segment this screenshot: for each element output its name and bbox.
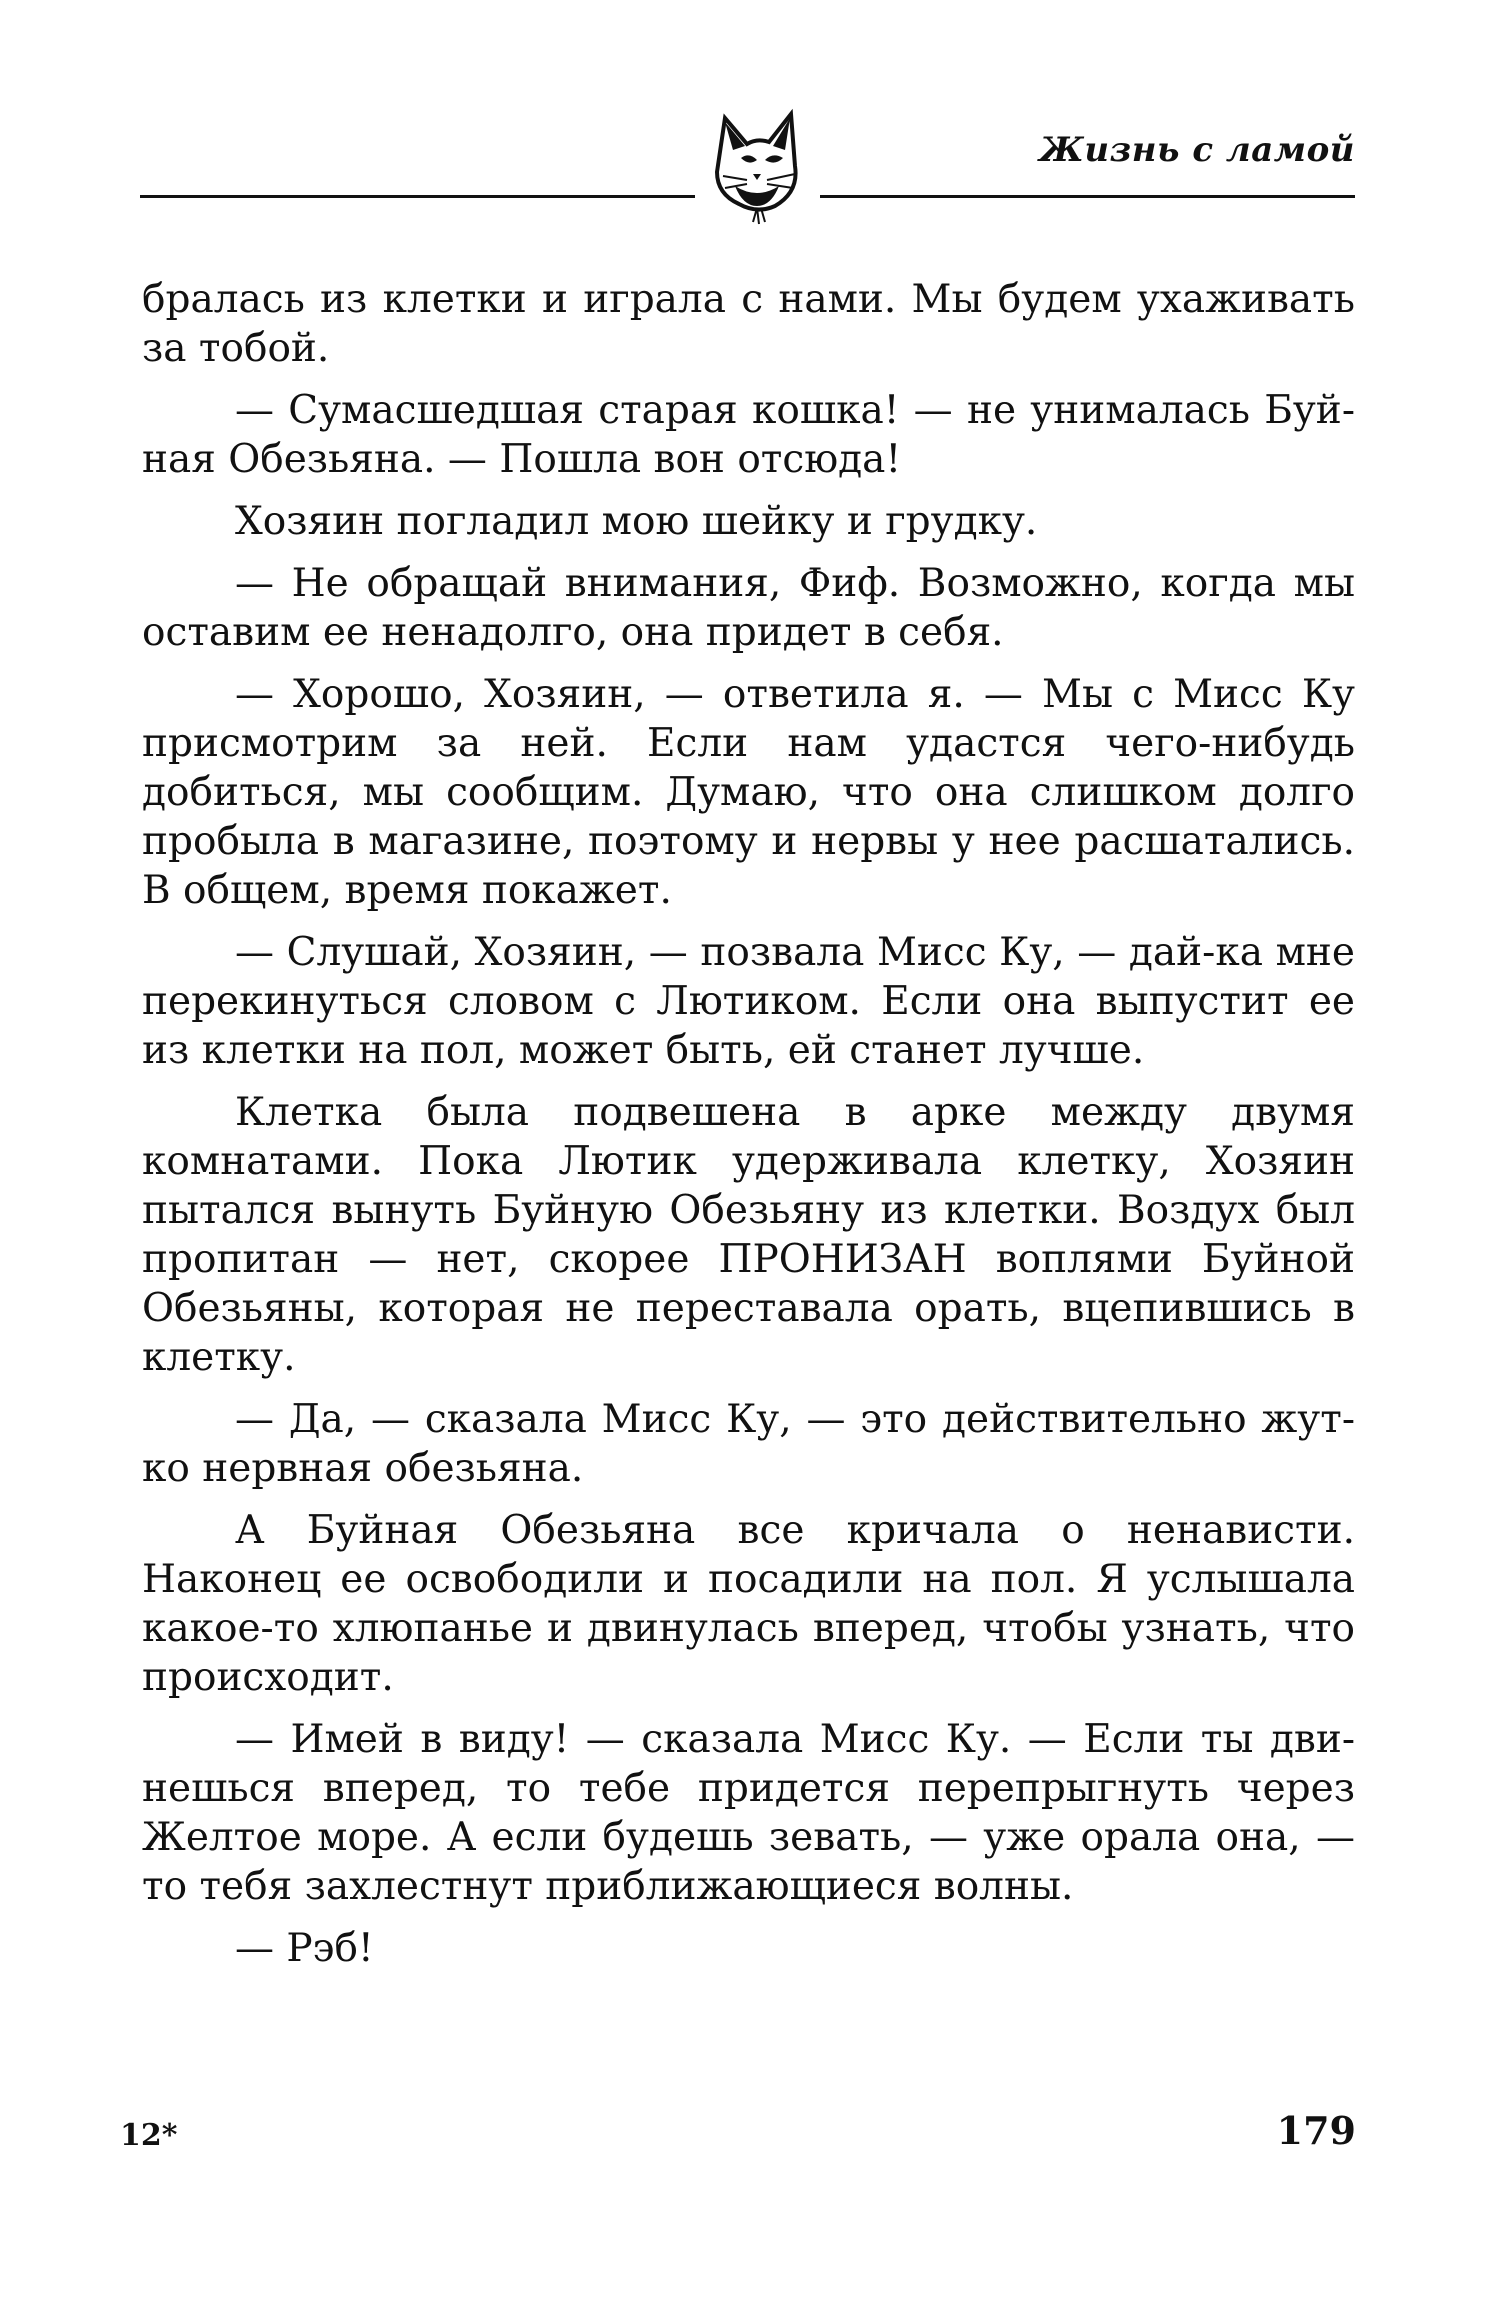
- paragraph: — Сумасшедшая старая кошка! — не унималась Буйная Обезьяна. — Пошла вон отсюда!: [142, 388, 1355, 482]
- signature-mark: 12*: [120, 2118, 178, 2153]
- running-header: [140, 100, 1355, 210]
- paragraph: — Слушай, Хозяин, — позвала Мисс Ку, — дай-ка мне перекинуться словом с Лютиком. Если она выпустит ее из клетки на пол, может быть, ей станет лучше.: [142, 930, 1355, 1073]
- header-rule-right: [820, 195, 1355, 198]
- page-number: 179: [1276, 2108, 1356, 2153]
- paragraph: — Рэб!: [235, 1926, 374, 1971]
- paragraph: — Да, — сказала Мисс Ку, — это действительно жутко нервная обезьяна.: [142, 1397, 1355, 1491]
- paragraph: — Не обращай внимания, Фиф. Возможно, когда мы оставим ее ненадолго, она придет в себя.: [142, 561, 1355, 655]
- main-text: [142, 275, 1355, 1986]
- cat-head-icon: [695, 100, 820, 225]
- paragraph: бралась из клетки и играла с нами. Мы будем ухаживать за тобой.: [142, 277, 1355, 371]
- running-title: Жизнь с ламой: [1039, 130, 1355, 170]
- paragraph: Клетка была подвешена в арке между двумя комнатами. Пока Лютик удерживала клетку, Хозяин пытался вынуть Буйную Обезьяну из клетки. Воздух был пропитан — нет, скорее ПРОНИЗАН воплями Буйной Обезьяны, которая не переставала орать, вцепившись в клетку.: [142, 1090, 1355, 1380]
- header-rule-left: [140, 195, 695, 198]
- paragraph: Хозяин погладил мою шейку и грудку.: [235, 499, 1038, 544]
- paragraph: — Имей в виду! — сказала Мисс Ку. — Если ты двинешься вперед, то тебе придется перепрыгнуть через Желтое море. А если будешь зевать, — уже орала она, — то тебя захлестнут приближающиеся волны.: [142, 1717, 1355, 1909]
- paragraph: А Буйная Обезьяна все кричала о ненависти. Наконец ее освободили и посадили на пол. Я услышала какое-то хлюпанье и двинулась вперед, чтобы узнать, что происходит.: [142, 1508, 1355, 1700]
- paragraph: — Хорошо, Хозяин, — ответила я. — Мы с Мисс Ку присмотрим за ней. Если нам удастся чего-нибудь добиться, мы сообщим. Думаю, что она слишком долго пробыла в магазине, поэтому и нервы у нее расшатались. В общем, время покажет.: [142, 672, 1355, 913]
